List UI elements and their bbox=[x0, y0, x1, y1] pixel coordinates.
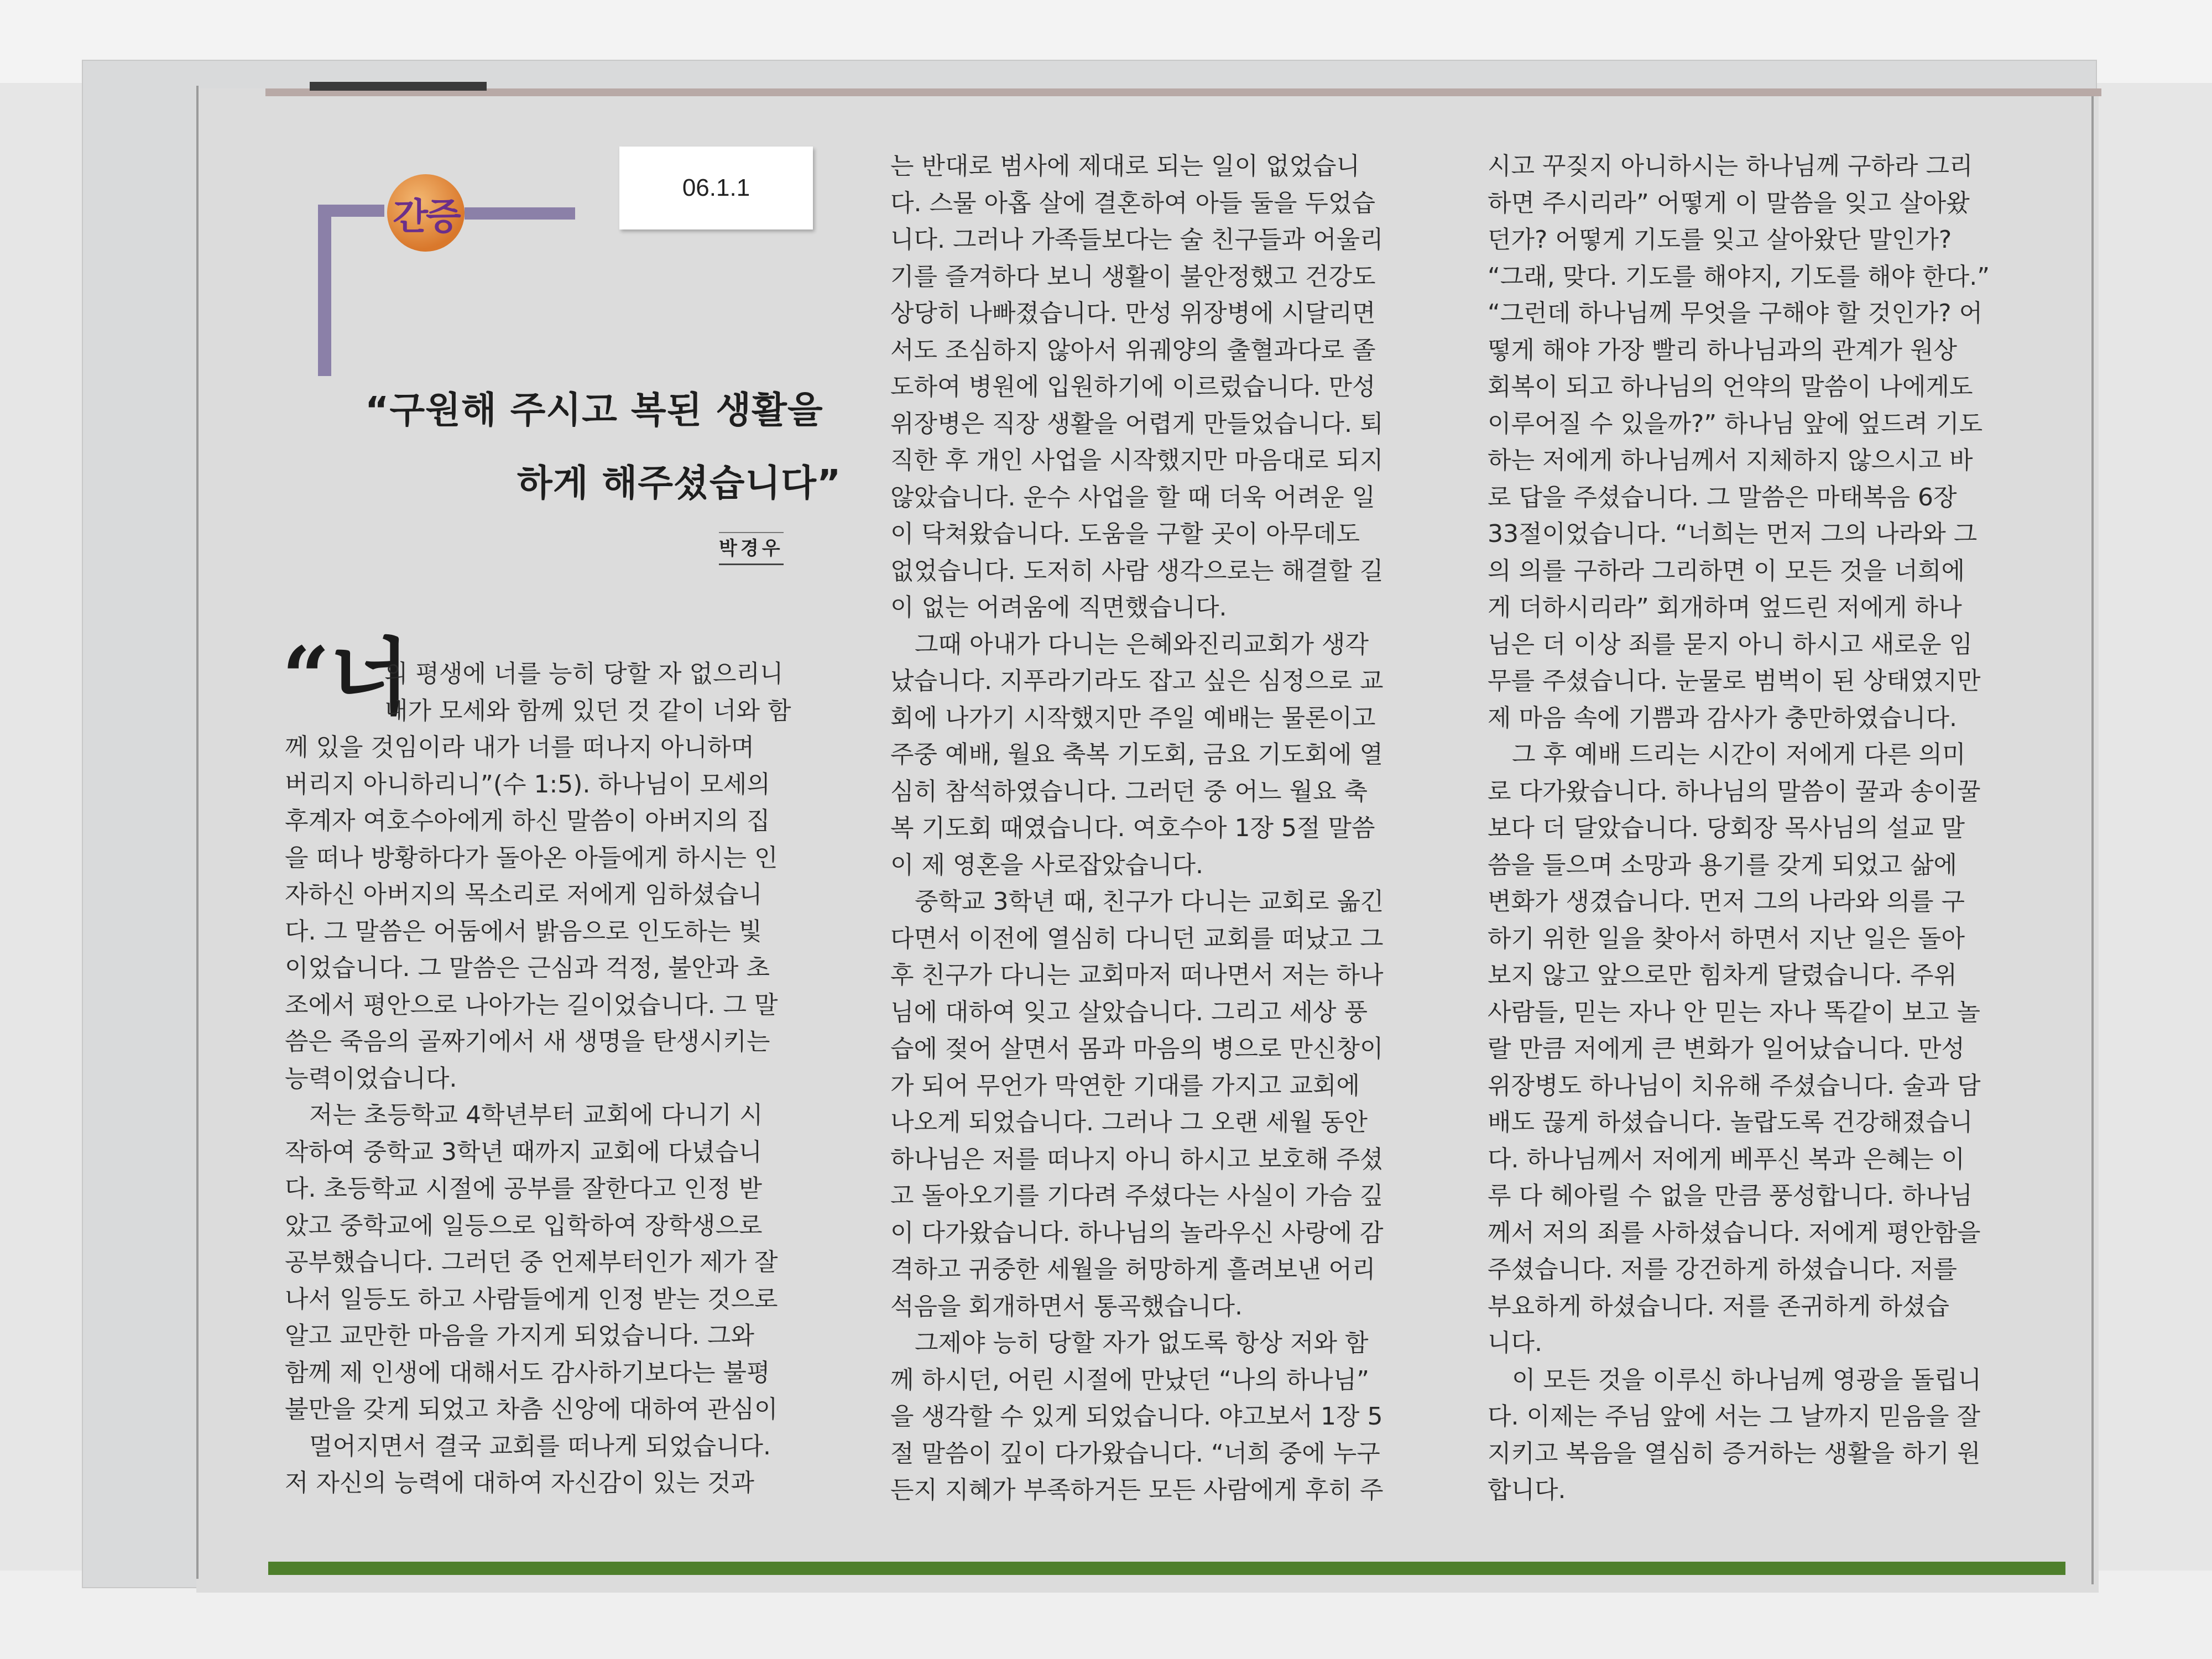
article-line: 회에 나가기 시작했지만 주일 예배는 물론이고 bbox=[890, 703, 1376, 732]
article-column-1 bbox=[285, 656, 852, 1502]
article-line: 배도 끊게 하셨습니다. 놀랍도록 건강해졌습니 bbox=[1488, 1108, 1973, 1136]
article-line: 았고 중학교에 일등으로 입학하여 장학생으로 bbox=[285, 1211, 763, 1240]
article-line: 공부했습니다. 그러던 중 언제부터인가 제가 잘 bbox=[285, 1248, 778, 1276]
top-rule bbox=[265, 88, 2101, 96]
article-line: 위장병도 하나님이 치유해 주셨습니다. 술과 담 bbox=[1488, 1071, 1981, 1100]
article-title-line-2: 하게 해주셨습니다” bbox=[517, 462, 842, 504]
article-line: 석음을 회개하면서 통곡했습니다. bbox=[890, 1292, 1243, 1321]
article-line: 니다. 그러나 가족들보다는 술 친구들과 어울리 bbox=[890, 226, 1384, 254]
article-line: 보다 더 달았습니다. 당회장 목사님의 설교 말 bbox=[1488, 814, 1965, 842]
article-line: 다면서 이전에 열심히 다니던 교회를 떠났고 그 bbox=[890, 924, 1384, 953]
article-line: 는 반대로 범사에 제대로 되는 일이 없었습니 bbox=[890, 152, 1360, 180]
article-line: 33절이었습니다. “너희는 먼저 그의 나라와 그 bbox=[1488, 520, 1978, 548]
article-line: 보지 않고 앞으로만 힘차게 달렸습니다. 주위 bbox=[1488, 961, 1957, 989]
article-line: “그래, 맞다. 기도를 해야지, 기도를 해야 한다.” bbox=[1488, 262, 1990, 291]
article-line: 심히 참석하였습니다. 그러던 중 어느 월요 축 bbox=[890, 777, 1368, 806]
article-line: 니다. bbox=[1488, 1329, 1542, 1357]
article-line: 그 후 예배 드리는 시간이 저에게 다른 의미 bbox=[1512, 740, 1966, 769]
article-line: 알고 교만한 마음을 가지게 되었습니다. 그와 bbox=[285, 1322, 754, 1350]
article-line: 않았습니다. 운수 사업을 할 때 더욱 어려운 일 bbox=[890, 483, 1375, 512]
article-line: 하면 주시리라” 어떻게 이 말씀을 잊고 살아왔 bbox=[1488, 189, 1970, 217]
article-line: 변화가 생겼습니다. 먼저 그의 나라와 의를 구 bbox=[1488, 888, 1965, 916]
article-line: 다. 이제는 주님 앞에 서는 그 날까지 믿음을 잘 bbox=[1488, 1402, 1980, 1431]
article-line: 로 답을 주셨습니다. 그 말씀은 마태복음 6장 bbox=[1488, 483, 1957, 512]
article-line: 이 제 영혼을 사로잡았습니다. bbox=[890, 851, 1203, 879]
left-page-rule bbox=[196, 86, 199, 1579]
article-line: 났습니다. 지푸라기라도 잡고 싶은 심정으로 교 bbox=[890, 667, 1384, 695]
article-line: 떻게 해야 가장 빨리 하나님과의 관계가 원상 bbox=[1488, 336, 1957, 364]
article-line: 다. 그 말씀은 어둠에서 밝음으로 인도하는 빛 bbox=[285, 917, 762, 946]
article-line: 무를 주셨습니다. 눈물로 범벅이 된 상태였지만 bbox=[1488, 667, 1981, 695]
article-line: 께서 저의 죄를 사하셨습니다. 저에게 평안함을 bbox=[1488, 1218, 1981, 1247]
article-line: 그제야 능히 당할 자가 없도록 항상 저와 함 bbox=[915, 1329, 1369, 1357]
article-line: 로 다가왔습니다. 하나님의 말씀이 꿀과 송이꿀 bbox=[1488, 777, 1981, 806]
article-line: 그때 아내가 다니는 은혜와진리교회가 생각 bbox=[915, 630, 1369, 659]
article-line: 기를 즐겨하다 보니 생활이 불안정했고 건강도 bbox=[890, 262, 1376, 291]
article-line: 도하여 병원에 입원하기에 이르렀습니다. 만성 bbox=[890, 373, 1376, 401]
article-line: 님에 대하여 잊고 살았습니다. 그리고 세상 풍 bbox=[890, 998, 1368, 1026]
article-line: 내가 모세와 함께 있던 것 같이 너와 함 bbox=[384, 696, 791, 725]
bottom-green-bar bbox=[268, 1562, 2065, 1575]
article-line: 합니다. bbox=[1488, 1476, 1566, 1504]
article-line: 직한 후 개인 사업을 시작했지만 마음대로 되지 bbox=[890, 446, 1384, 474]
article-line: 조에서 평안으로 나아가는 길이었습니다. 그 말 bbox=[285, 990, 778, 1019]
article-line: 능력이었습니다. bbox=[285, 1064, 457, 1093]
article-line: 제 마음 속에 기쁨과 감사가 충만하였습니다. bbox=[1488, 703, 1957, 732]
article-line: 께 있을 것임이라 내가 너를 떠나지 아니하며 bbox=[285, 733, 754, 761]
article-line: 시고 꾸짖지 아니하시는 하나님께 구하라 그리 bbox=[1488, 152, 1973, 180]
article-line: 랄 만큼 저에게 큰 변화가 일어났습니다. 만성 bbox=[1488, 1035, 1965, 1063]
article-line: 습에 젖어 살면서 몸과 마음의 병으로 만신창이 bbox=[890, 1035, 1384, 1063]
section-bracket-vertical bbox=[318, 210, 331, 376]
article-line: 후 친구가 다니는 교회마저 떠나면서 저는 하나 bbox=[890, 961, 1384, 989]
article-line: 부요하게 하셨습니다. 저를 존귀하게 하셨습 bbox=[1488, 1292, 1950, 1321]
article-line: 나서 일등도 하고 사람들에게 인정 받는 것으로 bbox=[285, 1285, 778, 1313]
article-line: 서도 조심하지 않아서 위궤양의 출혈과다로 졸 bbox=[890, 336, 1376, 364]
section-bracket-left bbox=[318, 205, 384, 217]
article-line: 이루어질 수 있을까?” 하나님 앞에 엎드려 기도 bbox=[1488, 409, 1983, 438]
article-line: 씀을 들으며 소망과 용기를 갖게 되었고 삶에 bbox=[1488, 851, 1957, 879]
article-line: 이 다가왔습니다. 하나님의 놀라우신 사랑에 감 bbox=[890, 1218, 1384, 1247]
article-line: 을 생각할 수 있게 되었습니다. 야고보서 1장 5 bbox=[890, 1402, 1383, 1431]
article-line: 고 돌아오기를 기다려 주셨다는 사실이 가슴 깊 bbox=[890, 1182, 1384, 1210]
article-line: 상당히 나빠졌습니다. 만성 위장병에 시달리면 bbox=[890, 299, 1376, 327]
article-line: 나오게 되었습니다. 그러나 그 오랜 세월 동안 bbox=[890, 1108, 1368, 1136]
article-line: 이었습니다. 그 말씀은 근심과 걱정, 불안과 초 bbox=[285, 954, 770, 982]
article-column-2 bbox=[890, 148, 1454, 1509]
article-line: 저는 초등학교 4학년부터 교회에 다니기 시 bbox=[309, 1101, 763, 1129]
article-line: 하나님은 저를 떠나지 아니 하시고 보호해 주셨 bbox=[890, 1145, 1384, 1173]
article-line: 하기 위한 일을 찾아서 하면서 지난 일은 돌아 bbox=[1488, 924, 1965, 953]
article-line: 저 자신의 능력에 대하여 자신감이 있는 것과 bbox=[285, 1469, 754, 1497]
section-bracket-right bbox=[465, 207, 575, 220]
article-line: 든지 지혜가 부족하거든 모든 사람에게 후히 주 bbox=[890, 1476, 1384, 1504]
article-line: 중학교 3학년 때, 친구가 다니는 교회로 옮긴 bbox=[915, 888, 1384, 916]
article-line: 없었습니다. 도저히 사람 생각으로는 해결할 길 bbox=[890, 556, 1384, 585]
top-dark-tab bbox=[310, 82, 487, 91]
date-sticker: 06.1.1 bbox=[619, 147, 813, 229]
article-line: 님은 더 이상 죄를 묻지 아니 하시고 새로운 임 bbox=[1488, 630, 1973, 659]
article-line: 격하고 귀중한 세월을 허망하게 흘려보낸 어리 bbox=[890, 1255, 1376, 1284]
article-line: 이 없는 어려움에 직면했습니다. bbox=[890, 593, 1227, 622]
article-line: 의 의를 구하라 그리하면 이 모든 것을 너희에 bbox=[1488, 556, 1965, 585]
article-line: 복 기도회 때였습니다. 여호수아 1장 5절 말씀 bbox=[890, 814, 1375, 842]
article-line: 을 떠나 방황하다가 돌아온 아들에게 하시는 인 bbox=[285, 843, 778, 872]
article-line: 버리지 아니하리니”(수 1:5). 하나님이 모세의 bbox=[285, 770, 770, 799]
article-line: 절 말씀이 깊이 다가왔습니다. “너희 중에 누구 bbox=[890, 1439, 1380, 1468]
article-line: 다. 스물 아홉 살에 결혼하여 아들 둘을 두었습 bbox=[890, 189, 1375, 217]
article-line: 주셨습니다. 저를 강건하게 하셨습니다. 저를 bbox=[1488, 1255, 1957, 1284]
article-line: 루 다 헤아릴 수 없을 만큼 풍성합니다. 하나님 bbox=[1488, 1182, 1973, 1210]
article-line: 께 하시던, 어린 시절에 만났던 “나의 하나님” bbox=[890, 1365, 1370, 1394]
article-line: 자하신 아버지의 목소리로 저에게 임하셨습니 bbox=[285, 880, 763, 909]
right-page-rule bbox=[2091, 91, 2094, 1584]
section-badge: 간증 bbox=[387, 174, 465, 252]
article-line: 가 되어 무언가 막연한 기대를 가지고 교회에 bbox=[890, 1071, 1360, 1100]
article-line: 게 더하시리라” 회개하며 엎드린 저에게 하나 bbox=[1488, 593, 1962, 622]
article-line: 함께 제 인생에 대해서도 감사하기보다는 불평 bbox=[285, 1358, 770, 1387]
article-line: “그런데 하나님께 무엇을 구해야 할 것인가? 어 bbox=[1488, 299, 1983, 327]
article-line: 의 평생에 너를 능히 당할 자 없으리니 bbox=[384, 660, 784, 688]
article-line: 회복이 되고 하나님의 언약의 말씀이 나에게도 bbox=[1488, 373, 1973, 401]
article-line: 작하여 중학교 3학년 때까지 교회에 다녔습니 bbox=[285, 1138, 762, 1166]
article-line: 씀은 죽음의 골짜기에서 새 생명을 탄생시키는 bbox=[285, 1027, 770, 1056]
article-line: 불만을 갖게 되었고 차츰 신앙에 대하여 관심이 bbox=[285, 1395, 778, 1423]
article-line: 다. 하나님께서 저에게 베푸신 복과 은혜는 이 bbox=[1488, 1145, 1965, 1173]
article-line: 이 닥쳐왔습니다. 도움을 구할 곳이 아무데도 bbox=[890, 520, 1360, 548]
article-line: 위장병은 직장 생활을 어렵게 만들었습니다. 퇴 bbox=[890, 409, 1384, 438]
author-byline: 박경우 bbox=[719, 532, 784, 565]
article-line: 후계자 여호수아에게 하신 말씀이 아버지의 집 bbox=[285, 807, 770, 835]
article-line: 멀어지면서 결국 교회를 떠나게 되었습니다. bbox=[309, 1432, 771, 1460]
drop-cap: “너 bbox=[282, 629, 410, 726]
article-line: 사람들, 믿는 자나 안 믿는 자나 똑같이 보고 놀 bbox=[1488, 998, 1980, 1026]
article-title-line-1: “구원해 주시고 복된 생활을 bbox=[365, 389, 823, 431]
article-line: 던가? 어떻게 기도를 잊고 살아왔단 말인가? bbox=[1488, 226, 1952, 254]
article-line: 다. 초등학교 시절에 공부를 잘한다고 인정 받 bbox=[285, 1175, 762, 1203]
article-line: 주중 예배, 월요 축복 기도회, 금요 기도회에 열 bbox=[890, 740, 1383, 769]
article-column-3 bbox=[1488, 148, 2052, 1509]
article-line: 하는 저에게 하나님께서 지체하지 않으시고 바 bbox=[1488, 446, 1973, 474]
article-line: 지키고 복음을 열심히 증거하는 생활을 하기 원 bbox=[1488, 1439, 1981, 1468]
article-line: 이 모든 것을 이루신 하나님께 영광을 돌립니 bbox=[1512, 1365, 1981, 1394]
